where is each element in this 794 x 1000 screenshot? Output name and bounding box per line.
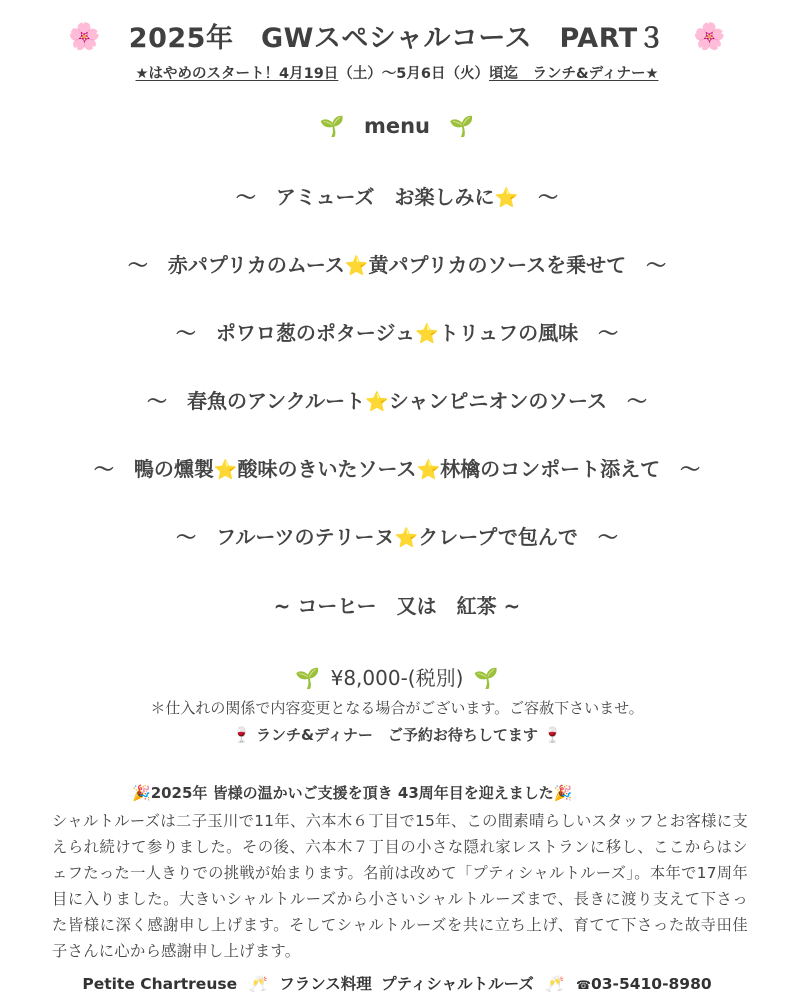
course-text: ～ フルーツのテリーヌ xyxy=(176,525,395,549)
sprout-icon: 🌱 xyxy=(295,666,321,690)
course-text: シャンピニオンのソース ～ xyxy=(388,389,648,413)
reservation-text: ランチ&ディナー ご予約お待ちしてます xyxy=(256,726,538,744)
party-popper-icon: 🎉 xyxy=(553,784,573,802)
star-icon: ⭐ xyxy=(344,255,369,277)
course-item xyxy=(0,453,794,482)
anniversary-heading xyxy=(132,782,572,803)
course-text: ～ ポワロ葱のポタージュ xyxy=(175,321,416,345)
cherry-blossom-icon: 🌸 xyxy=(693,22,726,52)
course-text: ~ コーヒー 又は 紅茶 ~ xyxy=(273,594,521,618)
subtitle-dates: （土）～5月6日（火） xyxy=(338,66,489,82)
period-subtitle xyxy=(0,62,794,83)
title-text: 2025年 GWスペシャルコース PART３ xyxy=(128,23,666,54)
restaurant-name-jp: プティシャルトルーズ xyxy=(381,975,534,993)
page-title xyxy=(0,16,794,55)
subtitle-end: 頃迄 ランチ&ディナー★ xyxy=(488,66,659,82)
course-text: ～ アミューズ お楽しみに xyxy=(235,185,495,209)
menu-heading xyxy=(0,114,794,138)
champagne-glasses-icon: 🥂 xyxy=(248,975,268,993)
course-text: クレープで包んで ～ xyxy=(418,525,618,549)
course-item xyxy=(0,249,794,278)
phone-icon: ☎ xyxy=(575,978,591,992)
course-item xyxy=(0,521,794,550)
course-item xyxy=(0,590,794,619)
course-text: ～ 春魚のアンクルート xyxy=(146,389,366,413)
phone-number[interactable]: 03-5410-8980 xyxy=(590,975,712,993)
restaurant-name-en: Petite Chartreuse xyxy=(82,975,238,993)
course-text: 林檎のコンポート添えて ～ xyxy=(440,457,701,481)
course-text: ～ 赤パプリカのムース xyxy=(127,253,345,277)
star-icon: ⭐ xyxy=(494,187,519,209)
sprout-icon: 🌱 xyxy=(319,114,345,138)
anniversary-story: シャルトルーズは二子玉川で11年、六本木６丁目で15年、この間素晴らしいスタッフとお客様に支えられ続けて参りました。その後、六本木７丁目の小さな隠れ家レストランに移し、ここからはシェフたった一人きりでの挑戦が始まります。名前は改めて「プティシャルトルーズ」。本年で17周年目に入りました。大きいシャルトルーズから小さいシャルトルーズまで、長きに渡り支えて下さった皆様に深く感謝申し上げます。そしてシャルトルーズを共に立ち上げ、育てて下さった故寺田佳子さんに心から感謝申し上げます。 xyxy=(52,812,748,960)
course-text: ～ xyxy=(518,185,559,209)
sprout-icon: 🌱 xyxy=(449,114,475,138)
wine-icon: 🍷 xyxy=(232,726,251,744)
star-icon: ⭐ xyxy=(415,323,439,345)
course-item xyxy=(0,317,794,346)
change-notice: ＊仕入れの関係で内容変更となる場合がございます。ご容赦下さいませ。 xyxy=(150,699,644,717)
course-text: 黄パプリカのソースを乗せて ～ xyxy=(368,253,667,277)
star-icon: ⭐ xyxy=(213,459,238,481)
subtitle-start: ★はやめのスタート！4月19日 xyxy=(135,66,339,82)
course-text: 酸味のきいたソース xyxy=(237,457,417,481)
sprout-icon: 🌱 xyxy=(473,666,499,690)
champagne-glasses-icon: 🥂 xyxy=(545,975,565,993)
star-icon: ⭐ xyxy=(394,527,419,549)
reservation-line xyxy=(0,724,794,745)
course-text: ～ 鴨の燻製 xyxy=(93,457,214,481)
price-line xyxy=(0,662,794,691)
cherry-blossom-icon: 🌸 xyxy=(68,22,101,52)
party-popper-icon: 🎉 xyxy=(132,784,151,802)
anniversary-heading-text: 2025年 皆様の温かいご支援を頂き 43周年目を迎えました xyxy=(150,784,554,802)
menu-heading-text: menu xyxy=(363,114,431,138)
star-icon: ⭐ xyxy=(416,459,441,481)
restaurant-footer xyxy=(0,972,794,994)
course-item xyxy=(0,181,794,210)
price-text: ¥8,000-(税別) xyxy=(330,666,464,690)
course-text: トリュフの風味 ～ xyxy=(438,321,619,345)
cuisine-label: フランス料理 xyxy=(279,975,372,993)
course-item xyxy=(0,385,794,414)
star-icon: ⭐ xyxy=(365,391,389,413)
wine-icon: 🍷 xyxy=(543,726,562,744)
